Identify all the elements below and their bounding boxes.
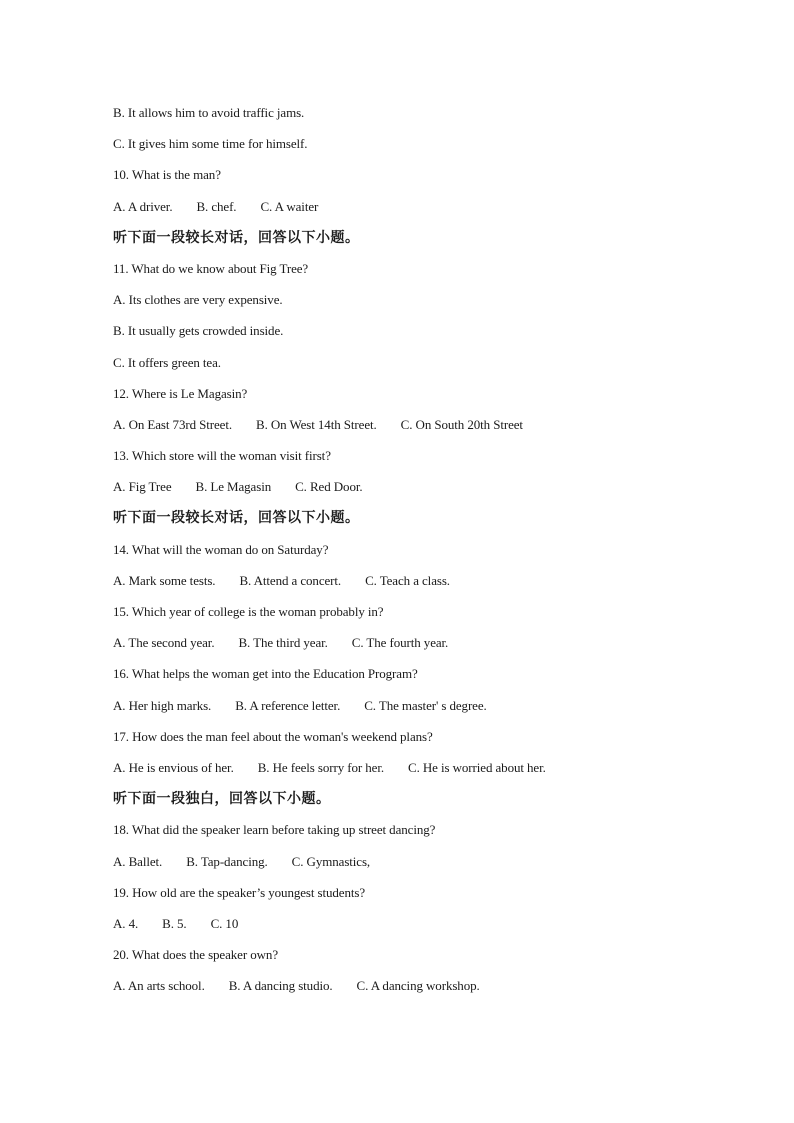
answer-options-row: [113, 915, 713, 946]
answer-option: C. 10: [210, 915, 239, 931]
answer-option: A. Ballet.: [113, 853, 163, 869]
question-text: 11. What do we know about Fig Tree?: [113, 260, 309, 276]
answer-option: A. Mark some tests.: [113, 572, 216, 588]
question-text: 17. How does the man feel about the woman's weekend plans?: [113, 728, 433, 744]
answer-options-row: [113, 198, 713, 229]
answer-option: A. Her high marks.: [113, 697, 212, 713]
section-heading: 听下面一段独白，回答以下小题。: [113, 791, 331, 808]
answer-option: B. The third year.: [238, 635, 328, 651]
question-text: 13. Which store will the woman visit first?: [113, 448, 331, 464]
answer-option: C. Gymnastics,: [291, 853, 371, 869]
answer-option: A. He is envious of her.: [113, 759, 234, 775]
answer-option: C. The fourth year.: [351, 635, 449, 651]
answer-option: B. He feels sorry for her.: [257, 759, 385, 775]
answer-option: B. A reference letter.: [235, 697, 341, 713]
question-text: 14. What will the woman do on Saturday?: [113, 541, 329, 557]
answer-options-row: [113, 853, 713, 884]
answer-option: A. An arts school.: [113, 978, 205, 994]
answer-option: B. chef.: [196, 198, 237, 214]
exam-page: [113, 104, 713, 1008]
answer-option: C. Teach a class.: [365, 572, 450, 588]
question-text: 19. How old are the speaker’s youngest students?: [113, 884, 366, 900]
answer-option-line: B. It allows him to avoid traffic jams.: [113, 105, 305, 120]
answer-option: B. On West 14th Street.: [256, 416, 377, 432]
answer-option: B. A dancing studio.: [228, 978, 333, 994]
question-text: 18. What did the speaker learn before taking up street dancing?: [113, 822, 436, 838]
question-text: 15. Which year of college is the woman probably in?: [113, 604, 384, 619]
answer-option: A. A driver.: [113, 198, 173, 214]
question-text: 10. What is the man?: [113, 167, 221, 183]
question-text: 16. What helps the woman get into the Education Program?: [113, 666, 418, 682]
answer-options-row: [113, 977, 713, 1008]
question-text: 20. What does the speaker own?: [113, 947, 278, 963]
answer-option: C. The master' s degree.: [364, 697, 487, 713]
answer-option: A. 4.: [113, 915, 139, 931]
answer-option: C. A dancing workshop.: [356, 978, 480, 994]
answer-option: B. Le Magasin: [195, 479, 272, 495]
answer-option: A. The second year.: [113, 635, 215, 651]
answer-options-row: [113, 416, 713, 447]
question-text: 12. Where is Le Magasin?: [113, 385, 248, 401]
answer-option: A. Fig Tree: [113, 479, 172, 495]
section-heading: 听下面一段较长对话，回答以下小题。: [113, 510, 360, 527]
answer-option: B. Attend a concert.: [239, 572, 342, 588]
answer-options-row: [113, 634, 713, 665]
answer-option: A. On East 73rd Street.: [113, 416, 233, 432]
answer-option: B. 5.: [162, 915, 187, 931]
answer-options-row: [113, 697, 713, 728]
answer-option-line: C. It gives him some time for himself.: [113, 136, 308, 152]
section-heading: 听下面一段较长对话，回答以下小题。: [113, 229, 360, 246]
answer-option-line: A. Its clothes are very expensive.: [113, 292, 283, 308]
answer-option-line: B. It usually gets crowded inside.: [113, 323, 284, 339]
answer-options-row: [113, 572, 713, 603]
answer-options-row: [113, 759, 713, 790]
answer-option: C. A waiter: [260, 198, 319, 214]
answer-option: C. He is worried about her.: [408, 759, 546, 775]
answer-option: B. Tap-dancing.: [186, 853, 268, 869]
answer-option-line: C. It offers green tea.: [113, 354, 221, 370]
answer-options-row: [113, 478, 713, 509]
answer-option: C. Red Door.: [295, 479, 363, 495]
answer-option: C. On South 20th Street: [400, 416, 523, 432]
